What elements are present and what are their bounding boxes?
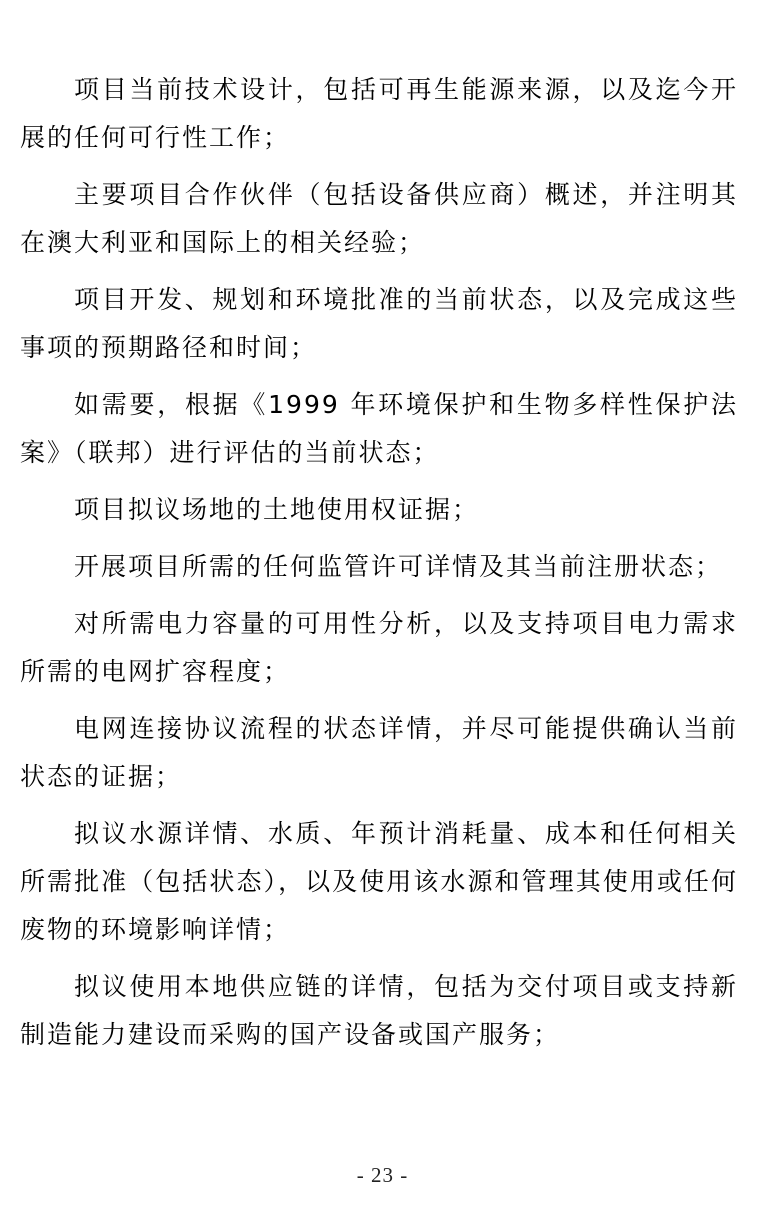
- page-number: - 23 -: [356, 1163, 409, 1187]
- paragraph-regulatory-permits: 开展项目所需的任何监管许可详情及其当前注册状态；: [74, 552, 723, 581]
- paragraph-water-source: 拟议水源详情、水质、年预计消耗量、成本和任何相关所需批准（包括状态），以及使用该水源和管理其使用或任何废物的环境影响详情；: [20, 819, 738, 944]
- paragraph-project-partners: 主要项目合作伙伴（包括设备供应商）概述，并注明其在澳大利亚和国际上的相关经验；: [20, 180, 738, 257]
- paragraph-land-tenure: 项目拟议场地的土地使用权证据；: [74, 495, 480, 524]
- paragraph-grid-connection: 电网连接协议流程的状态详情，并尽可能提供确认当前状态的证据；: [20, 714, 738, 791]
- paragraph-approval-status: 项目开发、规划和环境批准的当前状态，以及完成这些事项的预期路径和时间；: [20, 285, 738, 362]
- paragraph-epbc-assessment: 如需要，根据《1999 年环境保护和生物多样性保护法案》（联邦）进行评估的当前状态；: [20, 390, 738, 467]
- paragraph-power-capacity: 对所需电力容量的可用性分析，以及支持项目电力需求所需的电网扩容程度；: [20, 609, 738, 686]
- body-text: [20, 66, 738, 1068]
- paragraph-technical-design: 项目当前技术设计，包括可再生能源来源，以及迄今开展的任何可行性工作；: [20, 75, 738, 152]
- paragraph-local-supply-chain: 拟议使用本地供应链的详情，包括为交付项目或支持新制造能力建设而采购的国产设备或国产服务；: [20, 972, 738, 1049]
